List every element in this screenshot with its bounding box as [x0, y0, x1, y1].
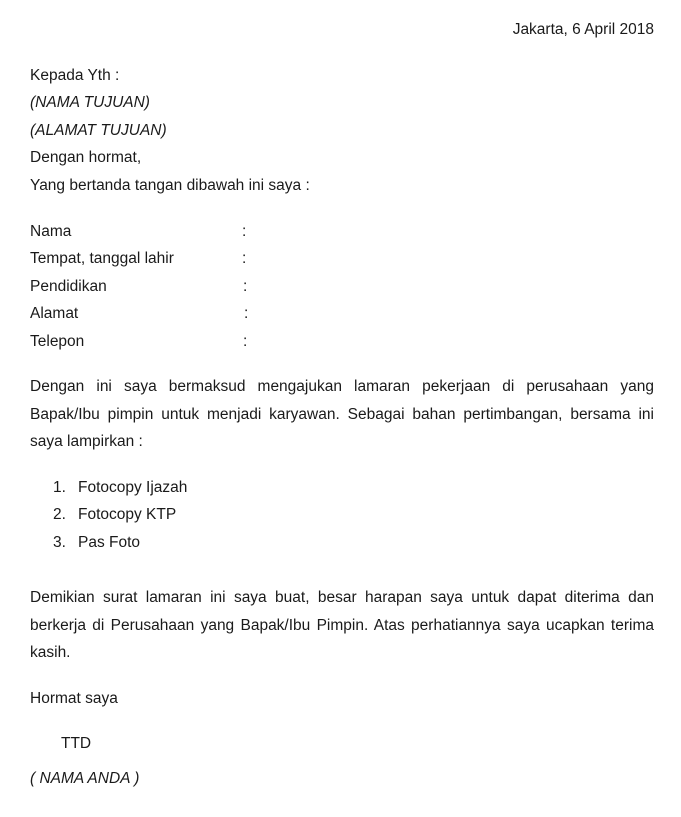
field-separator: : [243, 333, 248, 350]
signature-placeholder: TTD [61, 735, 92, 752]
list-item-number: 1. [53, 479, 66, 496]
list-item-text: Fotocopy KTP [78, 506, 177, 523]
field-label-tempat-tanggal-lahir: Tempat, tanggal lahir [30, 250, 174, 267]
list-item-text: Fotocopy Ijazah [78, 479, 188, 496]
greeting: Dengan hormat, [30, 149, 142, 166]
field-separator: : [244, 305, 249, 322]
intro-line: Yang bertanda tangan dibawah ini saya : [30, 177, 310, 194]
closing-paragraph: Demikian surat lamaran ini saya buat, besar harapan saya untuk dapat diterima dan berkerja di Perusahaan yang Bapak/Ibu Pimpin. Atas perhatiannya saya ucapkan terima kasih. [30, 589, 654, 661]
body-paragraph: Dengan ini saya bermaksud mengajukan lamaran pekerjaan di perusahaan yang Bapak/Ibu pimpin untuk menjadi karyawan. Sebagai bahan pertimbangan, bersama ini saya lampirkan : [30, 378, 654, 450]
field-label-alamat: Alamat [30, 305, 79, 322]
sender-name: ( NAMA ANDA ) [30, 770, 140, 787]
field-separator: : [242, 250, 247, 267]
recipient-name: (NAMA TUJUAN) [30, 94, 150, 111]
place-date: Jakarta, 6 April 2018 [512, 21, 654, 38]
list-item-text: Pas Foto [78, 534, 141, 551]
list-item-number: 2. [53, 506, 66, 523]
list-item-number: 3. [53, 534, 66, 551]
closing-phrase: Hormat saya [30, 690, 118, 707]
field-label-nama: Nama [30, 223, 72, 240]
recipient-salutation: Kepada Yth : [30, 67, 120, 84]
field-label-telepon: Telepon [30, 333, 85, 350]
field-separator: : [242, 223, 247, 240]
field-label-pendidikan: Pendidikan [30, 278, 107, 295]
field-separator: : [243, 278, 248, 295]
recipient-address: (ALAMAT TUJUAN) [30, 122, 167, 139]
